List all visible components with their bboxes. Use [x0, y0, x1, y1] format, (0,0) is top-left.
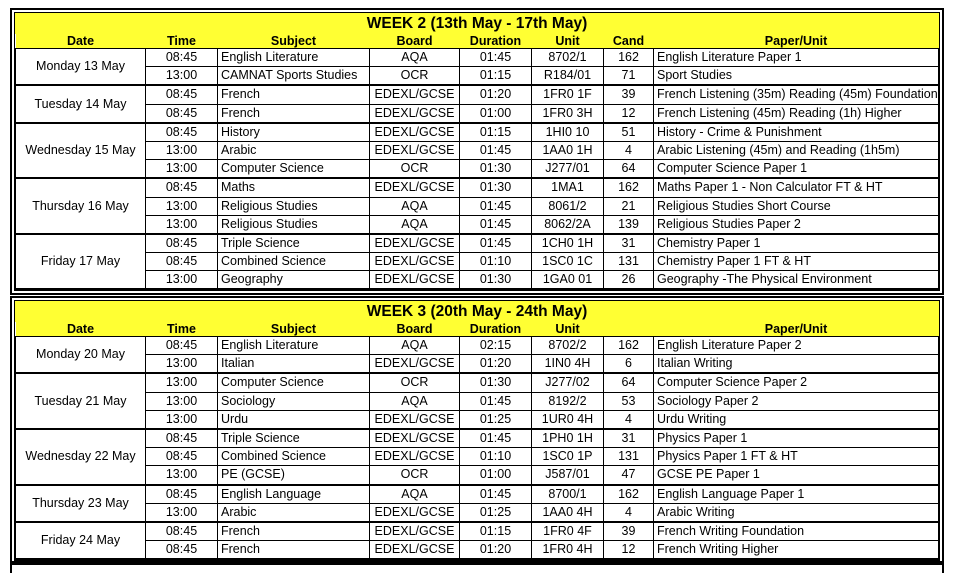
time-cell: 13:00 — [146, 67, 218, 86]
duration-cell: 01:45 — [460, 49, 532, 67]
paper-cell: Geography -The Physical Environment — [654, 271, 939, 290]
time-cell: 13:00 — [146, 410, 218, 429]
paper-cell: Physics Paper 1 FT & HT — [654, 448, 939, 466]
cand-cell: 139 — [604, 215, 654, 234]
duration-cell: 01:45 — [460, 234, 532, 253]
cand-cell: 47 — [604, 466, 654, 485]
duration-cell: 01:45 — [460, 485, 532, 504]
subject-cell: French — [218, 541, 370, 560]
time-cell: 13:00 — [146, 392, 218, 410]
time-cell: 08:45 — [146, 178, 218, 197]
paper-cell: Sociology Paper 2 — [654, 392, 939, 410]
paper-cell: Italian Writing — [654, 355, 939, 374]
subject-cell: Combined Science — [218, 253, 370, 271]
date-cell: Tuesday 21 May — [16, 373, 146, 429]
cand-cell: 12 — [604, 541, 654, 560]
time-cell: 13:00 — [146, 466, 218, 485]
board-cell: EDEXL/GCSE — [370, 178, 460, 197]
header-row — [16, 34, 939, 49]
board-cell: EDEXL/GCSE — [370, 123, 460, 142]
subject-cell: Triple Science — [218, 429, 370, 448]
board-cell: EDEXL/GCSE — [370, 448, 460, 466]
board-cell: EDEXL/GCSE — [370, 355, 460, 374]
date-cell: Monday 13 May — [16, 49, 146, 86]
table-row — [16, 466, 939, 485]
board-cell: AQA — [370, 392, 460, 410]
header-duration: Duration — [460, 34, 532, 49]
time-cell: 08:45 — [146, 541, 218, 560]
header-paper: Paper/Unit — [654, 34, 939, 49]
next-week-table-edge — [10, 561, 944, 573]
duration-cell: 01:15 — [460, 522, 532, 541]
subject-cell: French — [218, 104, 370, 123]
board-cell: EDEXL/GCSE — [370, 522, 460, 541]
board-cell: AQA — [370, 337, 460, 355]
time-cell: 08:45 — [146, 234, 218, 253]
table-row — [16, 178, 939, 197]
cand-cell: 162 — [604, 178, 654, 197]
board-cell: AQA — [370, 215, 460, 234]
subject-cell: CAMNAT Sports Studies — [218, 67, 370, 86]
board-cell: EDEXL/GCSE — [370, 541, 460, 560]
board-cell: OCR — [370, 466, 460, 485]
paper-cell: Chemistry Paper 1 — [654, 234, 939, 253]
table-row — [16, 197, 939, 215]
week-title: WEEK 2 (13th May - 17th May) — [15, 13, 939, 34]
paper-cell: English Language Paper 1 — [654, 485, 939, 504]
unit-cell: 1UR0 4H — [532, 410, 604, 429]
unit-cell: 1AA0 4H — [532, 503, 604, 522]
cand-cell: 26 — [604, 271, 654, 290]
paper-cell: Physics Paper 1 — [654, 429, 939, 448]
board-cell: EDEXL/GCSE — [370, 234, 460, 253]
cand-cell: 53 — [604, 392, 654, 410]
unit-cell: 1MA1 — [532, 178, 604, 197]
exam-timetable — [15, 34, 939, 290]
cand-cell: 21 — [604, 197, 654, 215]
unit-cell: 1HI0 10 — [532, 123, 604, 142]
subject-cell: Religious Studies — [218, 197, 370, 215]
time-cell: 13:00 — [146, 160, 218, 179]
subject-cell: English Language — [218, 485, 370, 504]
unit-cell: 8700/1 — [532, 485, 604, 504]
subject-cell: Religious Studies — [218, 215, 370, 234]
duration-cell: 02:15 — [460, 337, 532, 355]
unit-cell: J587/01 — [532, 466, 604, 485]
paper-cell: French Writing Foundation — [654, 522, 939, 541]
time-cell: 13:00 — [146, 503, 218, 522]
paper-cell: French Writing Higher — [654, 541, 939, 560]
header-board: Board — [370, 322, 460, 337]
board-cell: EDEXL/GCSE — [370, 503, 460, 522]
table-row — [16, 253, 939, 271]
header-unit: Unit — [532, 34, 604, 49]
unit-cell: 8061/2 — [532, 197, 604, 215]
duration-cell: 01:20 — [460, 355, 532, 374]
table-row — [16, 215, 939, 234]
paper-cell: English Literature Paper 2 — [654, 337, 939, 355]
date-cell: Thursday 16 May — [16, 178, 146, 234]
cand-cell: 71 — [604, 67, 654, 86]
unit-cell: 1FR0 4F — [532, 522, 604, 541]
unit-cell: 1FR0 3H — [532, 104, 604, 123]
duration-cell: 01:00 — [460, 466, 532, 485]
subject-cell: Maths — [218, 178, 370, 197]
header-paper: Paper/Unit — [654, 322, 939, 337]
table-row — [16, 355, 939, 374]
cand-cell: 64 — [604, 373, 654, 392]
unit-cell: 8702/2 — [532, 337, 604, 355]
week-3-table — [10, 296, 944, 565]
time-cell: 08:45 — [146, 429, 218, 448]
date-cell: Wednesday 22 May — [16, 429, 146, 485]
cand-cell: 131 — [604, 253, 654, 271]
subject-cell: Triple Science — [218, 234, 370, 253]
table-row — [16, 522, 939, 541]
table-row — [16, 104, 939, 123]
date-cell: Friday 17 May — [16, 234, 146, 290]
time-cell: 13:00 — [146, 197, 218, 215]
paper-cell: French Listening (45m) Reading (1h) Higher — [654, 104, 939, 123]
table-row — [16, 373, 939, 392]
header-board: Board — [370, 34, 460, 49]
duration-cell: 01:30 — [460, 178, 532, 197]
cand-cell: 6 — [604, 355, 654, 374]
week-2-table — [10, 8, 944, 295]
duration-cell: 01:30 — [460, 373, 532, 392]
board-cell: EDEXL/GCSE — [370, 141, 460, 159]
paper-cell: Sport Studies — [654, 67, 939, 86]
unit-cell: 1AA0 1H — [532, 141, 604, 159]
time-cell: 08:45 — [146, 49, 218, 67]
time-cell: 08:45 — [146, 253, 218, 271]
table-row — [16, 541, 939, 560]
table-row — [16, 85, 939, 104]
board-cell: OCR — [370, 373, 460, 392]
cand-cell: 162 — [604, 337, 654, 355]
duration-cell: 01:45 — [460, 197, 532, 215]
cand-cell: 12 — [604, 104, 654, 123]
table-row — [16, 141, 939, 159]
time-cell: 08:45 — [146, 485, 218, 504]
duration-cell: 01:00 — [460, 104, 532, 123]
cand-cell: 162 — [604, 485, 654, 504]
unit-cell: J277/02 — [532, 373, 604, 392]
unit-cell: 8192/2 — [532, 392, 604, 410]
board-cell: EDEXL/GCSE — [370, 104, 460, 123]
time-cell: 08:45 — [146, 104, 218, 123]
table-row — [16, 410, 939, 429]
paper-cell: Arabic Listening (45m) and Reading (1h5m) — [654, 141, 939, 159]
paper-cell: History - Crime & Punishment — [654, 123, 939, 142]
subject-cell: French — [218, 85, 370, 104]
unit-cell: 1PH0 1H — [532, 429, 604, 448]
duration-cell: 01:15 — [460, 123, 532, 142]
subject-cell: Computer Science — [218, 373, 370, 392]
date-cell: Wednesday 15 May — [16, 123, 146, 179]
time-cell: 13:00 — [146, 215, 218, 234]
header-date: Date — [16, 322, 146, 337]
table-row — [16, 49, 939, 67]
header-subject: Subject — [218, 322, 370, 337]
table-row — [16, 429, 939, 448]
subject-cell: History — [218, 123, 370, 142]
unit-cell: 8062/2A — [532, 215, 604, 234]
time-cell: 08:45 — [146, 123, 218, 142]
unit-cell: 1FR0 4H — [532, 541, 604, 560]
board-cell: OCR — [370, 67, 460, 86]
cand-cell: 31 — [604, 429, 654, 448]
time-cell: 08:45 — [146, 85, 218, 104]
time-cell: 08:45 — [146, 448, 218, 466]
paper-cell: Maths Paper 1 - Non Calculator FT & HT — [654, 178, 939, 197]
duration-cell: 01:20 — [460, 85, 532, 104]
duration-cell: 01:45 — [460, 429, 532, 448]
board-cell: EDEXL/GCSE — [370, 429, 460, 448]
paper-cell: Computer Science Paper 1 — [654, 160, 939, 179]
board-cell: AQA — [370, 49, 460, 67]
time-cell: 13:00 — [146, 373, 218, 392]
unit-cell: 1GA0 01 — [532, 271, 604, 290]
exam-timetable — [15, 322, 939, 560]
date-cell: Thursday 23 May — [16, 485, 146, 522]
header-duration: Duration — [460, 322, 532, 337]
subject-cell: English Literature — [218, 337, 370, 355]
unit-cell: 1FR0 1F — [532, 85, 604, 104]
cand-cell: 64 — [604, 160, 654, 179]
cand-cell: 31 — [604, 234, 654, 253]
board-cell: EDEXL/GCSE — [370, 271, 460, 290]
table-row — [16, 392, 939, 410]
table-row — [16, 448, 939, 466]
table-row — [16, 485, 939, 504]
header-unit: Unit — [532, 322, 604, 337]
duration-cell: 01:45 — [460, 392, 532, 410]
subject-cell: PE (GCSE) — [218, 466, 370, 485]
unit-cell: 1IN0 4H — [532, 355, 604, 374]
time-cell: 13:00 — [146, 355, 218, 374]
time-cell: 13:00 — [146, 141, 218, 159]
cand-cell: 162 — [604, 49, 654, 67]
table-row — [16, 503, 939, 522]
date-cell: Tuesday 14 May — [16, 85, 146, 122]
table-row — [16, 160, 939, 179]
time-cell: 08:45 — [146, 522, 218, 541]
board-cell: EDEXL/GCSE — [370, 410, 460, 429]
unit-cell: R184/01 — [532, 67, 604, 86]
duration-cell: 01:25 — [460, 410, 532, 429]
duration-cell: 01:45 — [460, 141, 532, 159]
unit-cell: 1SC0 1P — [532, 448, 604, 466]
paper-cell: GCSE PE Paper 1 — [654, 466, 939, 485]
board-cell: EDEXL/GCSE — [370, 85, 460, 104]
paper-cell: English Literature Paper 1 — [654, 49, 939, 67]
header-date: Date — [16, 34, 146, 49]
cand-cell: 4 — [604, 141, 654, 159]
subject-cell: Arabic — [218, 503, 370, 522]
board-cell: EDEXL/GCSE — [370, 253, 460, 271]
unit-cell: 8702/1 — [532, 49, 604, 67]
subject-cell: English Literature — [218, 49, 370, 67]
time-cell: 13:00 — [146, 271, 218, 290]
duration-cell: 01:30 — [460, 271, 532, 290]
duration-cell: 01:10 — [460, 253, 532, 271]
unit-cell: J277/01 — [532, 160, 604, 179]
cand-cell: 51 — [604, 123, 654, 142]
header-row — [16, 322, 939, 337]
duration-cell: 01:30 — [460, 160, 532, 179]
header-subject: Subject — [218, 34, 370, 49]
subject-cell: Geography — [218, 271, 370, 290]
unit-cell: 1SC0 1C — [532, 253, 604, 271]
paper-cell: French Listening (35m) Reading (45m) Foundation — [654, 85, 939, 104]
paper-cell: Urdu Writing — [654, 410, 939, 429]
header-time: Time — [146, 34, 218, 49]
subject-cell: Arabic — [218, 141, 370, 159]
cand-cell: 39 — [604, 522, 654, 541]
board-cell: OCR — [370, 160, 460, 179]
table-row — [16, 234, 939, 253]
unit-cell: 1CH0 1H — [532, 234, 604, 253]
table-row — [16, 271, 939, 290]
duration-cell: 01:25 — [460, 503, 532, 522]
paper-cell: Religious Studies Paper 2 — [654, 215, 939, 234]
paper-cell: Arabic Writing — [654, 503, 939, 522]
header-cand — [604, 322, 654, 337]
duration-cell: 01:15 — [460, 67, 532, 86]
subject-cell: Italian — [218, 355, 370, 374]
subject-cell: Combined Science — [218, 448, 370, 466]
table-row — [16, 337, 939, 355]
header-cand: Cand — [604, 34, 654, 49]
header-time: Time — [146, 322, 218, 337]
week-title: WEEK 3 (20th May - 24th May) — [15, 301, 939, 322]
subject-cell: Sociology — [218, 392, 370, 410]
subject-cell: Computer Science — [218, 160, 370, 179]
date-cell: Friday 24 May — [16, 522, 146, 559]
cand-cell: 4 — [604, 410, 654, 429]
subject-cell: French — [218, 522, 370, 541]
duration-cell: 01:45 — [460, 215, 532, 234]
cand-cell: 39 — [604, 85, 654, 104]
board-cell: AQA — [370, 197, 460, 215]
paper-cell: Religious Studies Short Course — [654, 197, 939, 215]
duration-cell: 01:10 — [460, 448, 532, 466]
subject-cell: Urdu — [218, 410, 370, 429]
paper-cell: Computer Science Paper 2 — [654, 373, 939, 392]
table-row — [16, 67, 939, 86]
cand-cell: 131 — [604, 448, 654, 466]
table-row — [16, 123, 939, 142]
cand-cell: 4 — [604, 503, 654, 522]
paper-cell: Chemistry Paper 1 FT & HT — [654, 253, 939, 271]
time-cell: 08:45 — [146, 337, 218, 355]
date-cell: Monday 20 May — [16, 337, 146, 374]
duration-cell: 01:20 — [460, 541, 532, 560]
board-cell: AQA — [370, 485, 460, 504]
